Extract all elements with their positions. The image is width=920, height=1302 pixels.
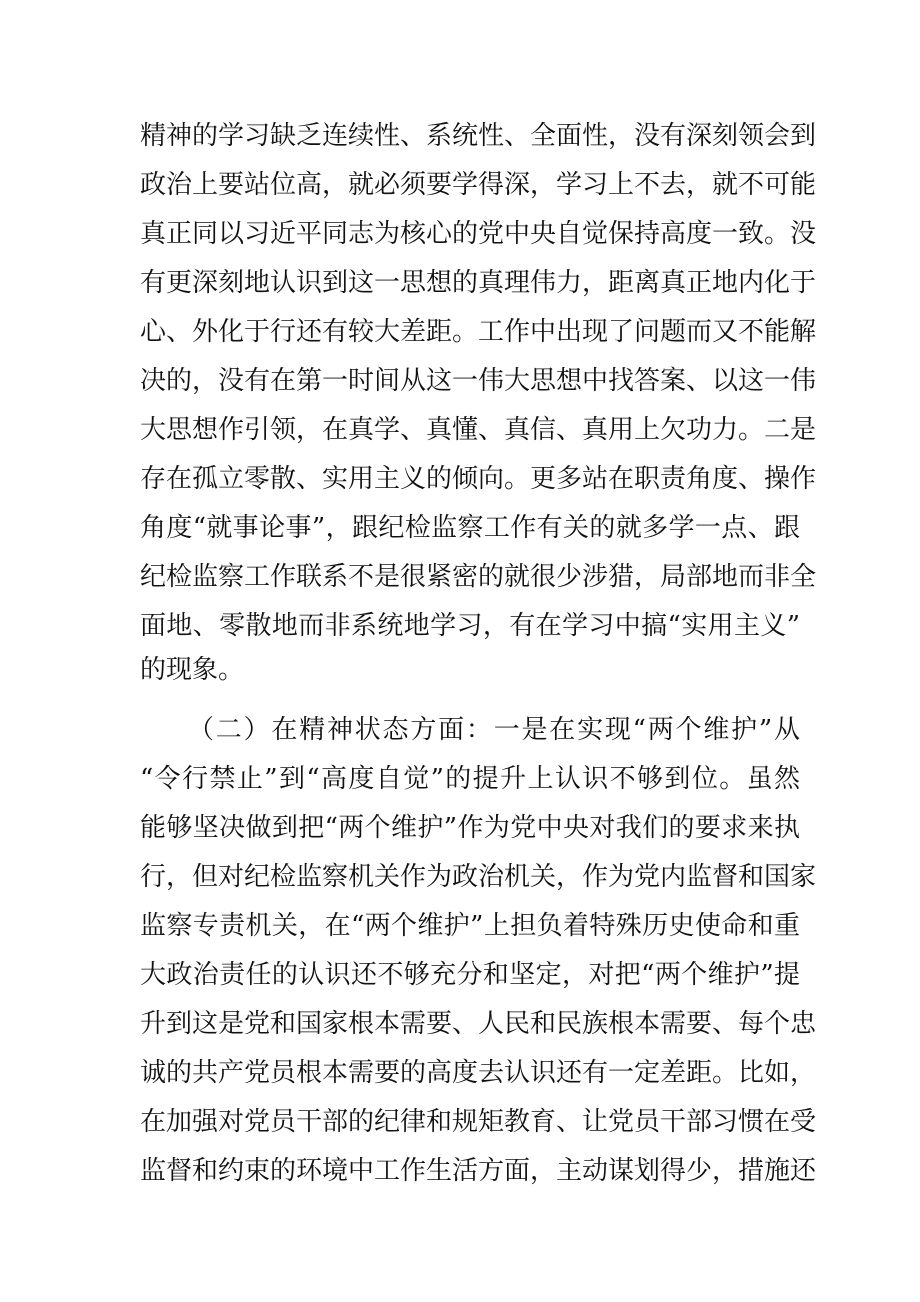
text-line: 政治上要站位高，就必须要学得深，学习上不去，就不可能 bbox=[140, 170, 817, 200]
text-line: 的现象。 bbox=[140, 655, 245, 685]
text-line: 升到这是党和国家根本需要、人民和民族根本需要、每个忠 bbox=[140, 1009, 817, 1039]
text-line: 心、外化于行还有较大差距。工作中出现了问题而又不能解 bbox=[140, 317, 817, 347]
text-line: 角度“就事论事”，跟纪检监察工作有关的就多学一点、跟 bbox=[140, 513, 800, 543]
text-line: 诚的共产党员根本需要的高度去认识还有一定差距。比如， bbox=[140, 1058, 817, 1088]
text-line: 监察专责机关，在“两个维护”上担负着特殊历史使命和重 bbox=[140, 911, 800, 941]
text-line: 存在孤立零散、实用主义的倾向。更多站在职责角度、操作 bbox=[140, 464, 817, 494]
text-line: “令行禁止”到“高度自觉”的提升上认识不够到位。虽然 bbox=[140, 764, 800, 794]
text-line: 有更深刻地认识到这一思想的真理伟力，距离真正地内化于 bbox=[140, 268, 817, 298]
text-line: 在加强对党员干部的纪律和规矩教育、让党员干部习惯在受 bbox=[140, 1107, 817, 1137]
text-line: 真正同以习近平同志为核心的党中央自觉保持高度一致。没 bbox=[140, 219, 817, 249]
text-line: 面地、零散地而非系统地学习，有在学习中搞“实用主义” bbox=[140, 611, 800, 641]
text-line: 能够坚决做到把“两个维护”作为党中央对我们的要求来执 bbox=[140, 813, 800, 843]
text-line: 大政治责任的认识还不够充分和坚定，对把“两个维护”提 bbox=[140, 960, 800, 990]
text-line: 监督和约束的环境中工作生活方面，主动谋划得少，措施还 bbox=[140, 1156, 817, 1186]
text-line: 行，但对纪检监察机关作为政治机关，作为党内监督和国家 bbox=[140, 862, 817, 892]
text-line: 纪检监察工作联系不是很紧密的就很少涉猎，局部地而非全 bbox=[140, 562, 817, 592]
text-line: 精神的学习缺乏连续性、系统性、全面性，没有深刻领会到 bbox=[140, 121, 817, 151]
section-heading-line: （二）在精神状态方面：一是在实现“两个维护”从 bbox=[188, 715, 800, 745]
text-line: 大思想作引领，在真学、真懂、真信、真用上欠功力。二是 bbox=[140, 415, 817, 445]
text-line: 决的，没有在第一时间从这一伟大思想中找答案、以这一伟 bbox=[140, 366, 817, 396]
